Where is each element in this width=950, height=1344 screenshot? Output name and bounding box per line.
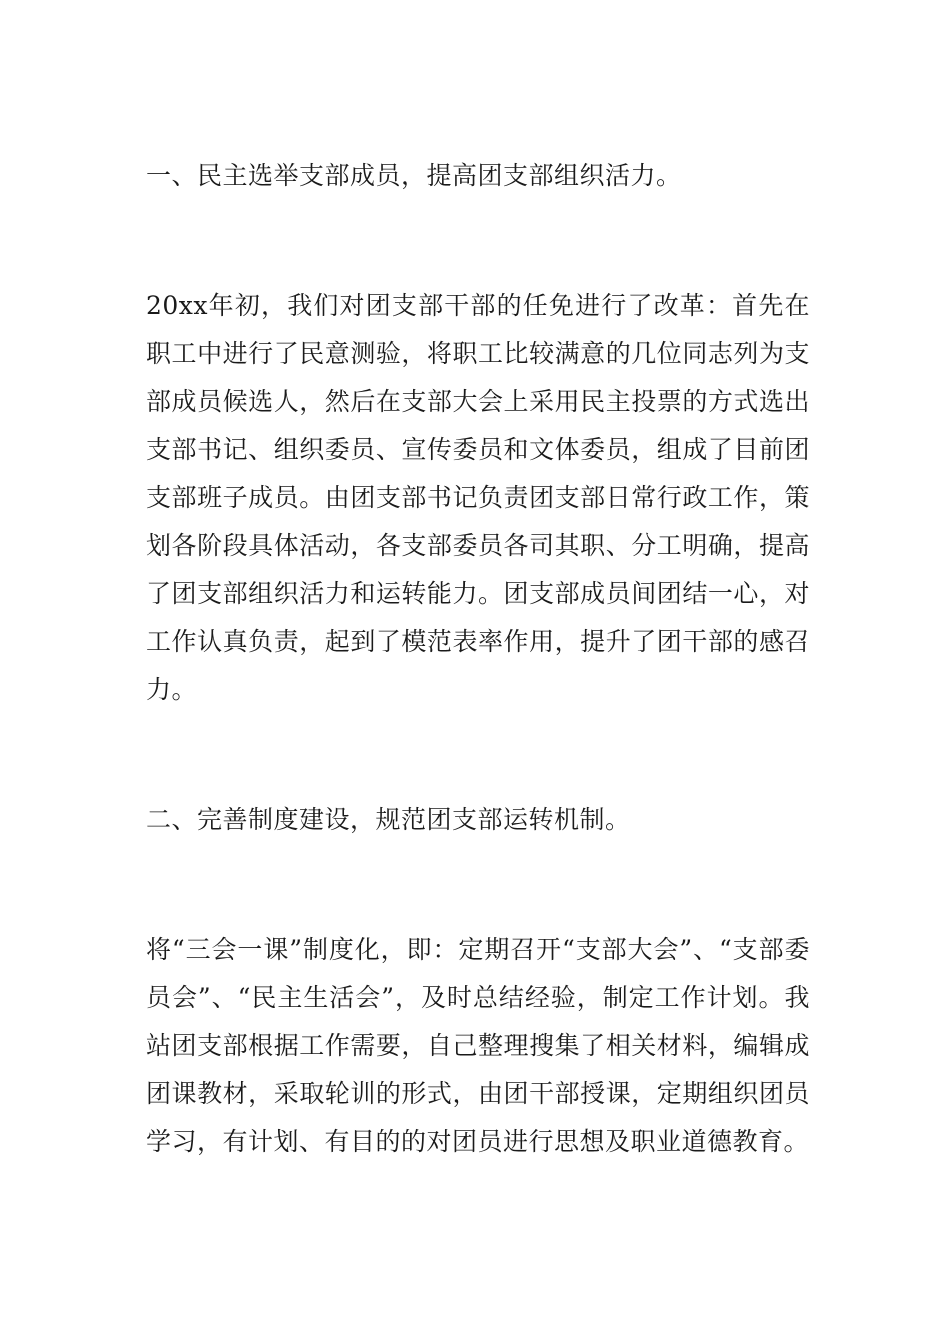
section-paragraph-1: 20xx年初，我们对团支部干部的任免进行了改革：首先在职工中进行了民意测验，将职工比较满意的几位同志列为支部成员候选人，然后在支部大会上采用民主投票的方式选出支部书记、组织委员、宣传委员和文体委员，组成了目前团支部班子成员。由团支部书记负责团支部日常行政工作，策划各阶段具体活动，各支部委员各司其职、分工明确，提高了团支部组织活力和运转能力。团支部成员间团结一心，对工作认真负责，起到了模范表率作用，提升了团干部的感召力。 (146, 291, 810, 704)
document-body (146, 152, 810, 1166)
section-heading-2: 二、完善制度建设，规范团支部运转机制。 (146, 805, 631, 834)
section-heading-1: 一、民主选举支部成员，提高团支部组织活力。 (146, 161, 682, 190)
section-paragraph-2: 将“三会一课”制度化，即：定期召开“支部大会”、“支部委员会”、“民主生活会”，及时总结经验，制定工作计划。我站团支部根据工作需要，自己整理搜集了相关材料，编辑成团课教材，采取轮训的形式，由团干部授课，定期组织团员学习，有计划、有目的的对团员进行思想及职业道德教育。 (146, 935, 810, 1156)
